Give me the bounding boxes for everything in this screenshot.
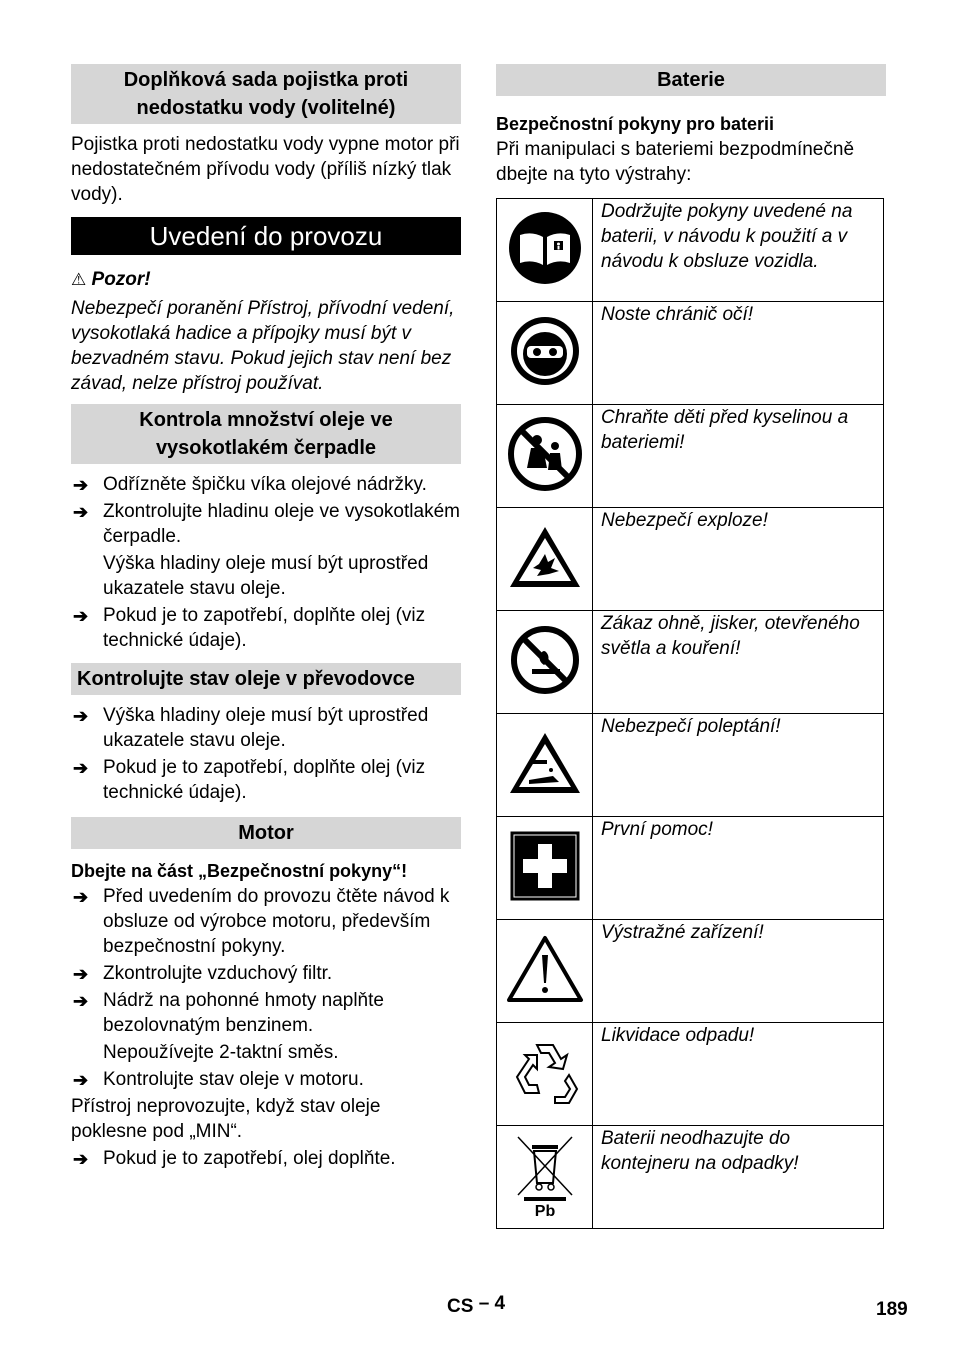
list-item: ➔ Výška hladiny oleje musí být uprostřed ukazatele stavu oleje. [73, 705, 429, 751]
pump-oil-list-2 [71, 603, 461, 653]
eye-protection-icon [497, 302, 593, 405]
symbol-text: Noste chránič očí! [593, 302, 884, 405]
section-title-pump-oil: Kontrola množství oleje ve vysokotlakém čerpadle [71, 404, 461, 464]
battery-subtitle: Bezpečnostní pokyny pro baterii [496, 114, 775, 134]
arrow-right-icon: ➔ [73, 1149, 89, 1169]
motor-list-3 [71, 1146, 461, 1171]
warning-icon [497, 920, 593, 1023]
table-row [497, 508, 884, 611]
warning-header [71, 267, 461, 292]
section-title-gearbox-oil: Kontrolujte stav oleje v převodovce [71, 663, 461, 695]
arrow-right-icon: ➔ [73, 706, 89, 726]
right-column [496, 64, 886, 1229]
table-row [497, 1126, 884, 1229]
keep-children-away-icon [497, 405, 593, 508]
table-row [497, 302, 884, 405]
list-item: ➔ Kontrolujte stav oleje v motoru. [71, 1067, 461, 1092]
symbol-text: Likvidace odpadu! [593, 1023, 884, 1126]
water-protection-text: Pojistka proti nedostatku vody vypne motor při nedostatečném přívodu vody (příliš nízký tlak vody). [71, 134, 460, 205]
warning-triangle-icon: ⚠ [71, 270, 87, 289]
arrow-right-icon: ➔ [73, 606, 89, 626]
table-row [497, 1023, 884, 1126]
list-item: ➔ Zkontrolujte hladinu oleje ve vysokotlakém čerpadle. [73, 501, 460, 547]
pb-label: Pb [534, 1202, 555, 1219]
arrow-right-icon: ➔ [73, 887, 89, 907]
footer-language: CS – 4 [447, 1293, 506, 1317]
table-row [497, 920, 884, 1023]
list-item: ➔ Pokud je to zapotřebí, olej doplňte. [71, 1146, 461, 1171]
table-row [497, 611, 884, 714]
arrow-right-icon: ➔ [73, 964, 89, 984]
list-item: ➔ Nádrž na pohonné hmoty naplňte bezolovnatým benzinem. [73, 990, 384, 1036]
section-title-battery: Baterie [496, 64, 886, 96]
no-fire-icon [497, 611, 593, 714]
no-bin-icon [497, 1126, 593, 1229]
main-title: Uvedení do provozu [71, 217, 461, 255]
symbol-text: Zákaz ohně, jisker, otevřeného světla a kouření! [593, 611, 884, 714]
battery-intro: Při manipulaci s bateriemi bezpodmínečně dbejte na tyto výstrahy: [496, 139, 855, 185]
symbol-text: Výstražné zařízení! [593, 920, 884, 1023]
motor-note: Nepoužívejte 2-taktní směs. [103, 1042, 339, 1063]
list-item: ➔ Zkontrolujte vzduchový filtr. [71, 961, 461, 986]
footer-section-page: – 4 [478, 1293, 506, 1314]
arrow-right-icon: ➔ [73, 475, 89, 495]
section-title-water-protection: Doplňková sada pojistka proti nedostatku vody (volitelné) [71, 64, 461, 124]
recycle-icon [497, 1023, 593, 1126]
list-item: ➔ Před uvedením do provozu čtěte návod k obsluze od výrobce motoru, především bezpečnostní pokyny. [73, 886, 450, 957]
list-item: ➔ Pokud je to zapotřebí, doplňte olej (viz technické údaje). [73, 757, 426, 803]
table-row [497, 405, 884, 508]
table-row [497, 714, 884, 817]
arrow-right-icon: ➔ [73, 1070, 89, 1090]
list-item: ➔ Pokud je to zapotřebí, doplňte olej (viz technické údaje). [73, 605, 426, 651]
symbol-text: Nebezpečí exploze! [593, 508, 884, 611]
battery-symbol-table [496, 198, 884, 1229]
motor-list-2 [71, 1067, 461, 1092]
symbol-text: Chraňte děti před kyselinou a bateriemi! [593, 405, 884, 508]
symbol-text: Baterii neodhazujte do kontejneru na odpadky! [593, 1126, 884, 1229]
table-row [497, 199, 884, 302]
pump-oil-note: Výška hladiny oleje musí být uprostřed ukazatele stavu oleje. [103, 553, 429, 599]
pump-oil-list [71, 472, 461, 549]
arrow-right-icon: ➔ [73, 991, 89, 1011]
first-aid-icon [497, 817, 593, 920]
arrow-right-icon: ➔ [73, 758, 89, 778]
left-column [71, 64, 461, 1173]
motor-para: Přístroj neprovozujte, když stav oleje poklesne pod „MIN“. [71, 1096, 381, 1142]
explosion-icon [497, 508, 593, 611]
symbol-text: Dodržujte pokyny uvedené na baterii, v návodu k použití a v návodu k obsluze vozidla. [593, 199, 884, 302]
arrow-right-icon: ➔ [73, 502, 89, 522]
symbol-text: První pomoc! [593, 817, 884, 920]
page-number: 189 [876, 1299, 908, 1320]
section-title-motor: Motor [71, 817, 461, 849]
warning-label: Pozor! [91, 269, 151, 290]
motor-list [71, 884, 461, 1038]
gearbox-oil-list [71, 703, 461, 805]
corrosive-icon [497, 714, 593, 817]
motor-subtitle: Dbejte na část „Bezpečnostní pokyny“! [71, 861, 408, 881]
manual-icon [497, 199, 593, 302]
symbol-text: Nebezpečí poleptání! [593, 714, 884, 817]
list-item: ➔ Odřízněte špičku víka olejové nádržky. [71, 472, 461, 497]
warning-text: Nebezpečí poranění Přístroj, přívodní vedení, vysokotlaká hadice a přípojky musí být v bezvadném stavu. Pokud jejich stav není bez závad, nelze přístroj používat. [71, 298, 455, 394]
table-row [497, 817, 884, 920]
